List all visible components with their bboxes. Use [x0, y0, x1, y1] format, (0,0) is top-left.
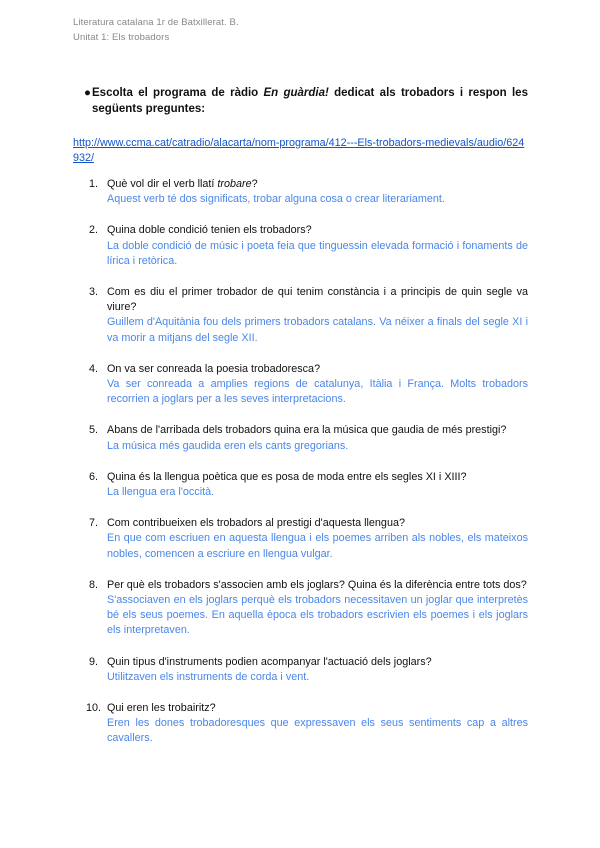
question-text [107, 701, 528, 716]
question-text [107, 223, 528, 238]
program-name: En guàrdia! [263, 87, 329, 99]
question-number: 3. [89, 286, 99, 299]
header-unit: Unitat 1: Els trobadors [73, 31, 170, 43]
answer-text: Aquest verb té dos significats, trobar alguna cosa o crear literariament. [107, 193, 445, 206]
question-number: 7. [89, 517, 99, 530]
answer-text: La música més gaudida eren els cants gregorians. [107, 439, 349, 452]
question-text-main: On va ser conreada la poesia trobadoresca? [107, 362, 321, 375]
question-text [107, 578, 528, 593]
question-item [73, 701, 528, 747]
question-number: 1. [89, 178, 99, 190]
question-number: 10. [86, 702, 102, 715]
question-item [73, 423, 528, 453]
question-text-main: Com contribueixen els trobadors al prestigi d'aquesta llengua? [107, 517, 405, 530]
question-number: 6. [89, 470, 99, 483]
question-number: 8. [89, 578, 99, 591]
instructions [84, 86, 528, 117]
answer-text: Eren les dones trobadoresques que expressaven els seus sentiments cap a altres cavallers. [107, 717, 528, 745]
header-course: Literatura catalana 1r de Batxillerat. B. [73, 17, 239, 28]
question-item [73, 285, 528, 346]
question-text-main: Per què els trobadors s'associen amb els joglars? Quina és la diferència entre tots dos? [107, 578, 527, 591]
question-number: 9. [89, 655, 99, 668]
question-text-main: Abans de l'arribada dels trobadors quina era la música que gaudia de més prestigi? [107, 424, 507, 437]
answer-text: S'associaven en els joglars perquè els trobadors necessitaven un joglar que interpretès bé els seus poemes. En aquella època els trobadors escrivien els poemes i els joglars els interpretaven. [107, 594, 528, 637]
audio-link[interactable]: http://www.ccma.cat/catradio/alacarta/nom-programa/412---Els-trobadors-medievals/audio/624932/ [73, 137, 525, 164]
answer-text: Guillem d'Aquitània fou dels primers trobadors catalans. Va néixer a finals del segle XI i va morir a mitjans del segle XII. [107, 316, 528, 344]
question-item [73, 578, 528, 639]
question-text [107, 470, 528, 485]
question-item [73, 177, 528, 207]
question-number: 5. [89, 424, 99, 437]
question-item [73, 655, 528, 685]
question-number: 4. [89, 362, 99, 375]
question-item [73, 470, 528, 500]
question-text-main: Quin tipus d'instruments podien acompanyar l'actuació dels joglars? [107, 655, 432, 668]
answer-text: Utilitzaven els instruments de corda i vent. [107, 670, 310, 683]
question-text-main: Qui eren les trobairitz? [107, 702, 216, 715]
document-header [73, 16, 239, 45]
question-text-main: Què vol dir el verb llatí [107, 178, 218, 190]
question-text [107, 362, 528, 377]
question-list [73, 177, 528, 763]
question-text-main: Quina és la llengua poètica que es posa de moda entre els segles XI i XIII? [107, 470, 467, 483]
question-text-main: Quina doble condició tenien els trobadors? [107, 224, 312, 237]
question-text-main: Com es diu el primer trobador de qui tenim constància i a principis de quin segle va viure? [107, 286, 528, 314]
question-number: 2. [89, 224, 99, 237]
intro-text-2: dedicat als trobadors i respon les següents preguntes: [92, 87, 528, 115]
intro-text-1: Escolta el programa de ràdio [92, 87, 264, 99]
question-term: trobare [217, 178, 252, 190]
question-text [107, 655, 528, 670]
question-text [107, 177, 528, 192]
answer-text: La doble condició de músic i poeta feia que tinguessin elevada formació i fonaments de lírica i retòrica. [107, 239, 528, 267]
bullet-icon: ● [84, 87, 91, 99]
question-text [107, 516, 528, 531]
question-text [107, 285, 528, 315]
question-item [73, 362, 528, 408]
answer-text: En que com escriuen en aquesta llengua i els poemes arriben als nobles, els mateixos nobles, comencen a escriure en llengua vulgar. [107, 532, 528, 560]
question-text [107, 423, 528, 438]
answer-text: Va ser conreada a amplies regions de catalunya, Itàlia i França. Molts trobadors recorrien a joglars per a les seves interpretacions. [107, 378, 528, 406]
question-text-end: ? [251, 178, 258, 190]
question-item [73, 516, 528, 562]
question-item [73, 223, 528, 269]
answer-text: La llengua era l'occità. [107, 486, 215, 499]
